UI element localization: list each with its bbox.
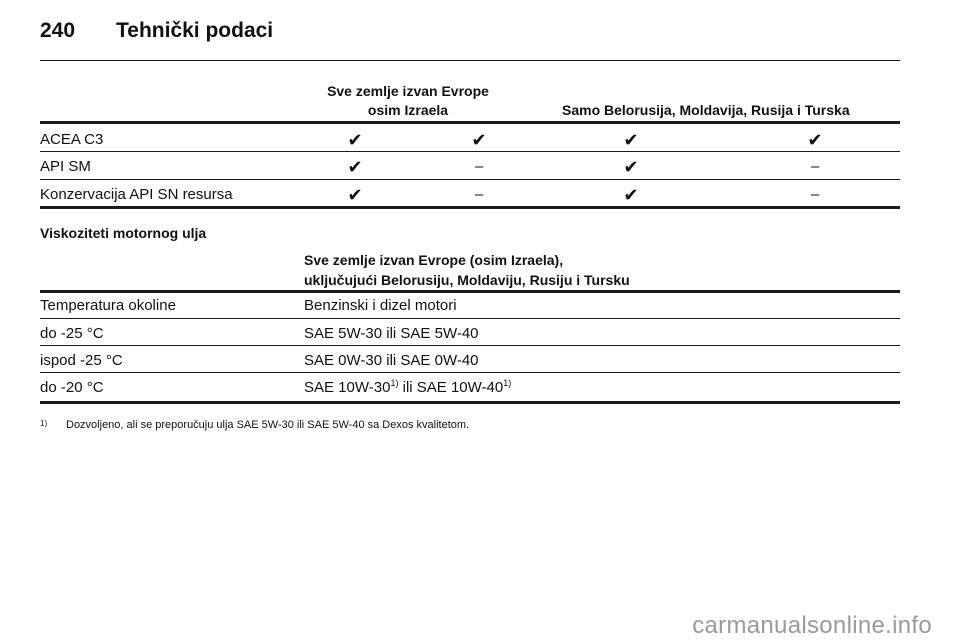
column-header-line: osim Izraela [367, 102, 449, 118]
viscosity-header-rule [40, 290, 900, 293]
row-rule [40, 179, 900, 180]
column-header-outside-europe [298, 82, 518, 120]
oil-grade-part: SAE 10W-30 [304, 379, 391, 396]
dash-icon: – [810, 186, 820, 203]
footnote-text: Dozvoljeno, ali se preporučuju ulja SAE 5W-30 ili SAE 5W-40 sa Dexos kvalitetom. [66, 419, 470, 431]
page-title: Tehnički podaci [116, 19, 274, 42]
check-icon: ✔ [347, 157, 363, 177]
table-bottom-rule [40, 206, 900, 209]
row-label-api-sm: API SM [40, 158, 91, 175]
check-icon: ✔ [347, 185, 363, 205]
row-rule [40, 151, 900, 152]
footnote-reference: 1) [390, 378, 399, 388]
oil-grade-part: ili SAE 10W-40 [398, 379, 504, 396]
oil-grade-cell: SAE 5W-30 ili SAE 5W-40 [304, 325, 479, 342]
oil-grade-cell: SAE 0W-30 ili SAE 0W-40 [304, 352, 479, 369]
page-header [40, 19, 273, 43]
viscosity-bottom-rule [40, 401, 900, 404]
page-number: 240 [40, 19, 76, 42]
oil-grade-cell [304, 379, 511, 397]
check-icon: ✔ [471, 130, 487, 150]
dash-icon: – [474, 186, 484, 203]
dash-icon: – [474, 158, 484, 175]
watermark-text: carmanualsonline.info [692, 612, 932, 639]
row-label-acea-c3: ACEA C3 [40, 131, 104, 148]
check-icon: ✔ [807, 130, 823, 150]
column-label-engines: Benzinski i dizel motori [304, 297, 457, 314]
check-icon: ✔ [623, 157, 639, 177]
viscosity-header-line: Sve zemlje izvan Evrope (osim Izraela), [304, 252, 564, 268]
dash-icon: – [810, 158, 820, 175]
footnote-reference: 1) [503, 378, 512, 388]
row-rule [40, 345, 900, 346]
column-label-temperature: Temperatura okoline [40, 297, 176, 314]
table-header-rule [40, 121, 900, 124]
check-icon: ✔ [623, 130, 639, 150]
header-rule [40, 60, 900, 61]
check-icon: ✔ [347, 130, 363, 150]
temperature-cell: do -20 °C [40, 379, 104, 396]
row-rule [40, 318, 900, 319]
column-header-belarus-group: Samo Belorusija, Moldavija, Rusija i Turska [562, 102, 850, 118]
viscosity-column-header [304, 250, 630, 290]
temperature-cell: ispod -25 °C [40, 352, 123, 369]
column-header-line: Sve zemlje izvan Evrope [327, 83, 489, 99]
row-label-api-sn: Konzervacija API SN resursa [40, 186, 233, 203]
viscosity-header-line: uključujući Belorusiju, Moldaviju, Rusiju i Tursku [304, 272, 630, 288]
check-icon: ✔ [623, 185, 639, 205]
footnote-marker: 1) [40, 419, 48, 428]
temperature-cell: do -25 °C [40, 325, 104, 342]
section-title-viscosity: Viskoziteti motornog ulja [40, 225, 207, 241]
row-rule [40, 372, 900, 373]
